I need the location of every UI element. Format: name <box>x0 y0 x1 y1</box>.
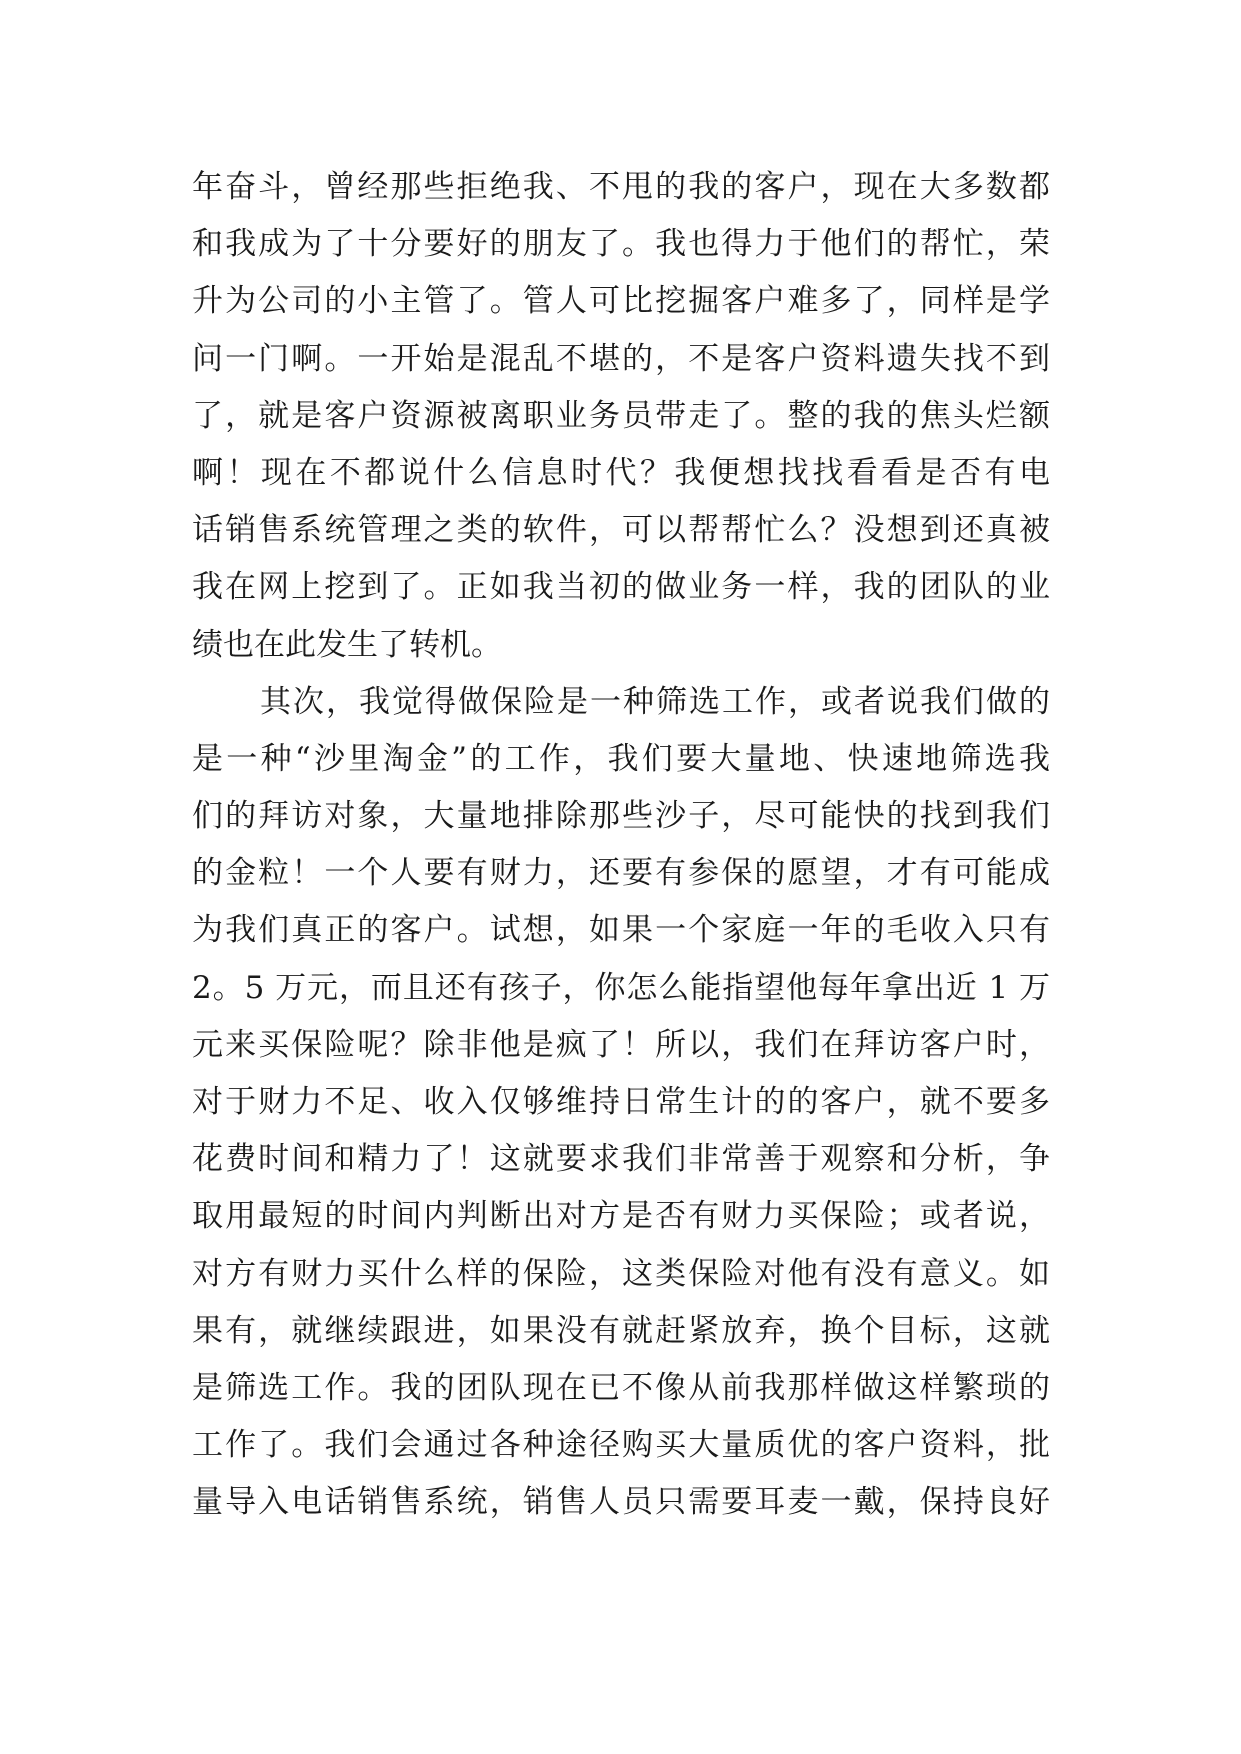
text-line: 的金粒！一个人要有财力，还要有参保的愿望，才有可能成 <box>192 855 1050 892</box>
text-line: 取用最短的时间内判断出对方是否有财力买保险；或者说， <box>192 1198 1050 1235</box>
text-line: 年奋斗，曾经那些拒绝我、不甩的我的客户，现在大多数都 <box>192 169 1050 205</box>
text-line: 们的拜访对象，大量地排除那些沙子，尽可能快的找到我们 <box>192 798 1050 835</box>
paragraph-end-line: 绩也在此发生了转机。 <box>192 626 502 663</box>
text-line: 对方有财力买什么样的保险，这类保险对他有没有意义。如 <box>192 1255 1050 1292</box>
text-line: 和我成为了十分要好的朋友了。我也得力于他们的帮忙，荣 <box>192 226 1050 263</box>
text-line: 了，就是客户资源被离职业务员带走了。整的我的焦头烂额 <box>192 397 1050 434</box>
text-line: 话销售系统管理之类的软件，可以帮帮忙么？没想到还真被 <box>192 512 1050 549</box>
text-line: 问一门啊。一开始是混乱不堪的，不是客户资料遗失找不到 <box>192 340 1050 377</box>
text-line: 工作了。我们会通过各种途径购买大量质优的客户资料，批 <box>192 1427 1050 1464</box>
text-line: 是筛选工作。我的团队现在已不像从前我那样做这样繁琐的 <box>192 1369 1050 1406</box>
text-line: 为我们真正的客户。试想，如果一个家庭一年的毛收入只有 <box>192 912 1050 949</box>
text-line: 对于财力不足、收入仅够维持日常生计的的客户，就不要多 <box>192 1084 1050 1120</box>
body-text <box>192 159 1050 1532</box>
text-line: 量导入电话销售系统，销售人员只需要耳麦一戴，保持良好 <box>192 1484 1050 1521</box>
text-line: 2。5 万元，而且还有孩子，你怎么能指望他每年拿出近 1 万 <box>192 969 1050 1006</box>
text-line: 升为公司的小主管了。管人可比挖掘客户难多了，同样是学 <box>192 283 1050 320</box>
text-line: 元来买保险呢？除非他是疯了！所以，我们在拜访客户时， <box>192 1026 1050 1063</box>
text-line: 果有，就继续跟进，如果没有就赶紧放弃，换个目标，这就 <box>192 1312 1050 1349</box>
paragraph-first-line: 其次，我觉得做保险是一种筛选工作，或者说我们做的 <box>260 683 1050 720</box>
text-line: 是一种“沙里淘金”的工作，我们要大量地、快速地筛选我 <box>192 740 1050 777</box>
text-line: 我在网上挖到了。正如我当初的做业务一样，我的团队的业 <box>192 569 1050 606</box>
text-line: 花费时间和精力了！这就要求我们非常善于观察和分析，争 <box>192 1141 1050 1178</box>
text-line: 啊！现在不都说什么信息时代？我便想找找看看是否有电 <box>192 454 1050 491</box>
